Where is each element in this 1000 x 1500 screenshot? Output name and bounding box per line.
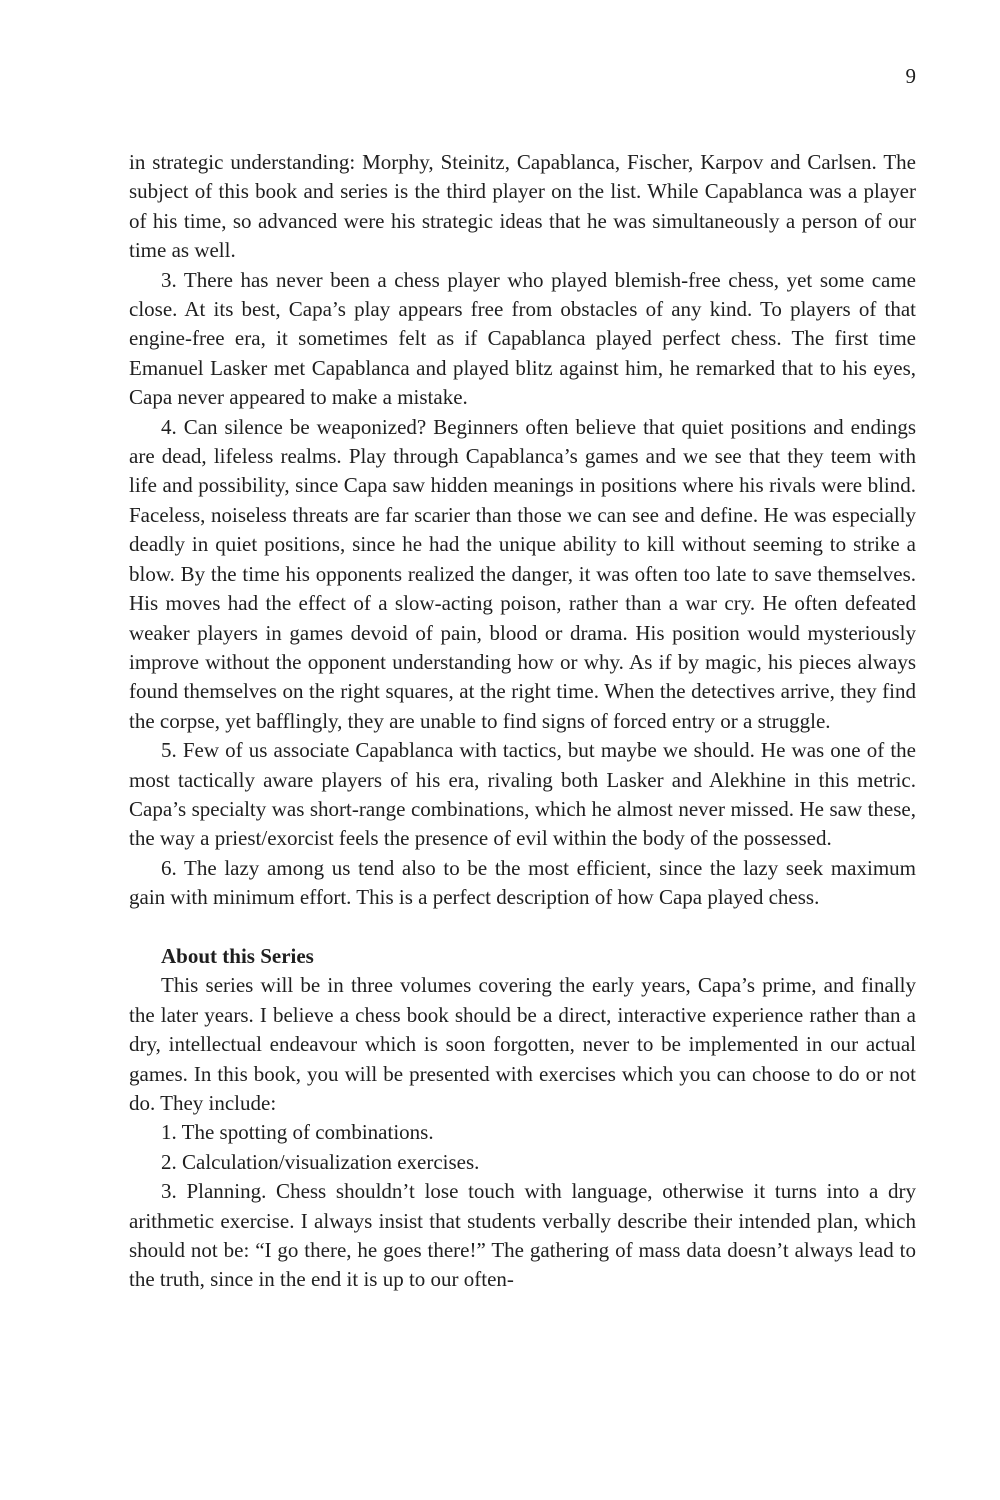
paragraph-point-4: 4. Can silence be weaponized? Beginners often believe that quiet positions and endings are dead, lifeless realms. Play through Capablanca’s games and we see that they teem with life and possibility, since Capa saw hidden meanings in positions where his rivals were blind. Faceless, noiseless threats are far scarier than those we can see and define. He was especially deadly in quiet positions, since he had the unique ability to kill without seeming to strike a blow. By the time his opponents realized the danger, it was often too late to save themselves. His moves had the effect of a slow-acting poison, rather than a war cry. He often defeated weaker players in games devoid of pain, blood or drama. His position would mysteriously improve without the opponent understanding how or why. As if by magic, his pieces always found themselves on the right squares, at the right time. When the detectives arrive, they find the corpse, yet bafflingly, they are unable to find signs of forced entry or a struggle. xyxy=(129,414,916,733)
paragraph-point-6: 6. The lazy among us tend also to be the most efficient, since the lazy seek maximum gain with minimum effort. This is a perfect description of how Capa played chess. xyxy=(129,855,916,910)
body-text xyxy=(129,148,916,1295)
paragraph-point-5: 5. Few of us associate Capablanca with tactics, but maybe we should. He was one of the most tactically aware players of his era, rivaling both Lasker and Alekhine in this metric. Capa’s specialty was short-range combinations, which he almost never missed. He saw these, the way a priest/exorcist feels the presence of evil within the body of the possessed. xyxy=(129,738,916,851)
page-number: 9 xyxy=(905,64,916,88)
list-item-calculation: 2. Calculation/visualization exercises. xyxy=(161,1149,480,1174)
list-item-planning: 3. Planning. Chess shouldn’t lose touch with language, otherwise it turns into a dry arithmetic exercise. I always insist that students verbally describe their intended plan, which should not be: “I go there, he goes there!” The gathering of mass data doesn’t always lead to the truth, since in the end it is up to our often- xyxy=(129,1179,916,1292)
paragraph-continuation: in strategic understanding: Morphy, Steinitz, Capablanca, Fischer, Karpov and Carlsen. The subject of this book and series is the third player on the list. While Capablanca was a player of his time, so advanced were his strategic ideas that he was simultaneously a person of our time as well. xyxy=(129,150,916,263)
list-item-combinations: 1. The spotting of combinations. xyxy=(161,1120,434,1145)
paragraph-series-intro: This series will be in three volumes covering the early years, Capa’s prime, and finally the later years. I believe a chess book should be a direct, interactive experience rather than a dry, intellectual endeavour which is soon forgotten, never to be implemented in our actual games. In this book, you will be presented with exercises which you can choose to do or not do. They include: xyxy=(129,973,916,1115)
paragraph-point-3: 3. There has never been a chess player who played blemish-free chess, yet some came close. At its best, Capa’s play appears free from obstacles of any kind. To players of that engine-free era, it sometimes felt as if Capablanca played perfect chess. The first time Emanuel Lasker met Capablanca and played blitz against him, he remarked that to his eyes, Capa never appeared to make a mistake. xyxy=(129,267,916,410)
section-heading: About this Series xyxy=(161,943,314,968)
